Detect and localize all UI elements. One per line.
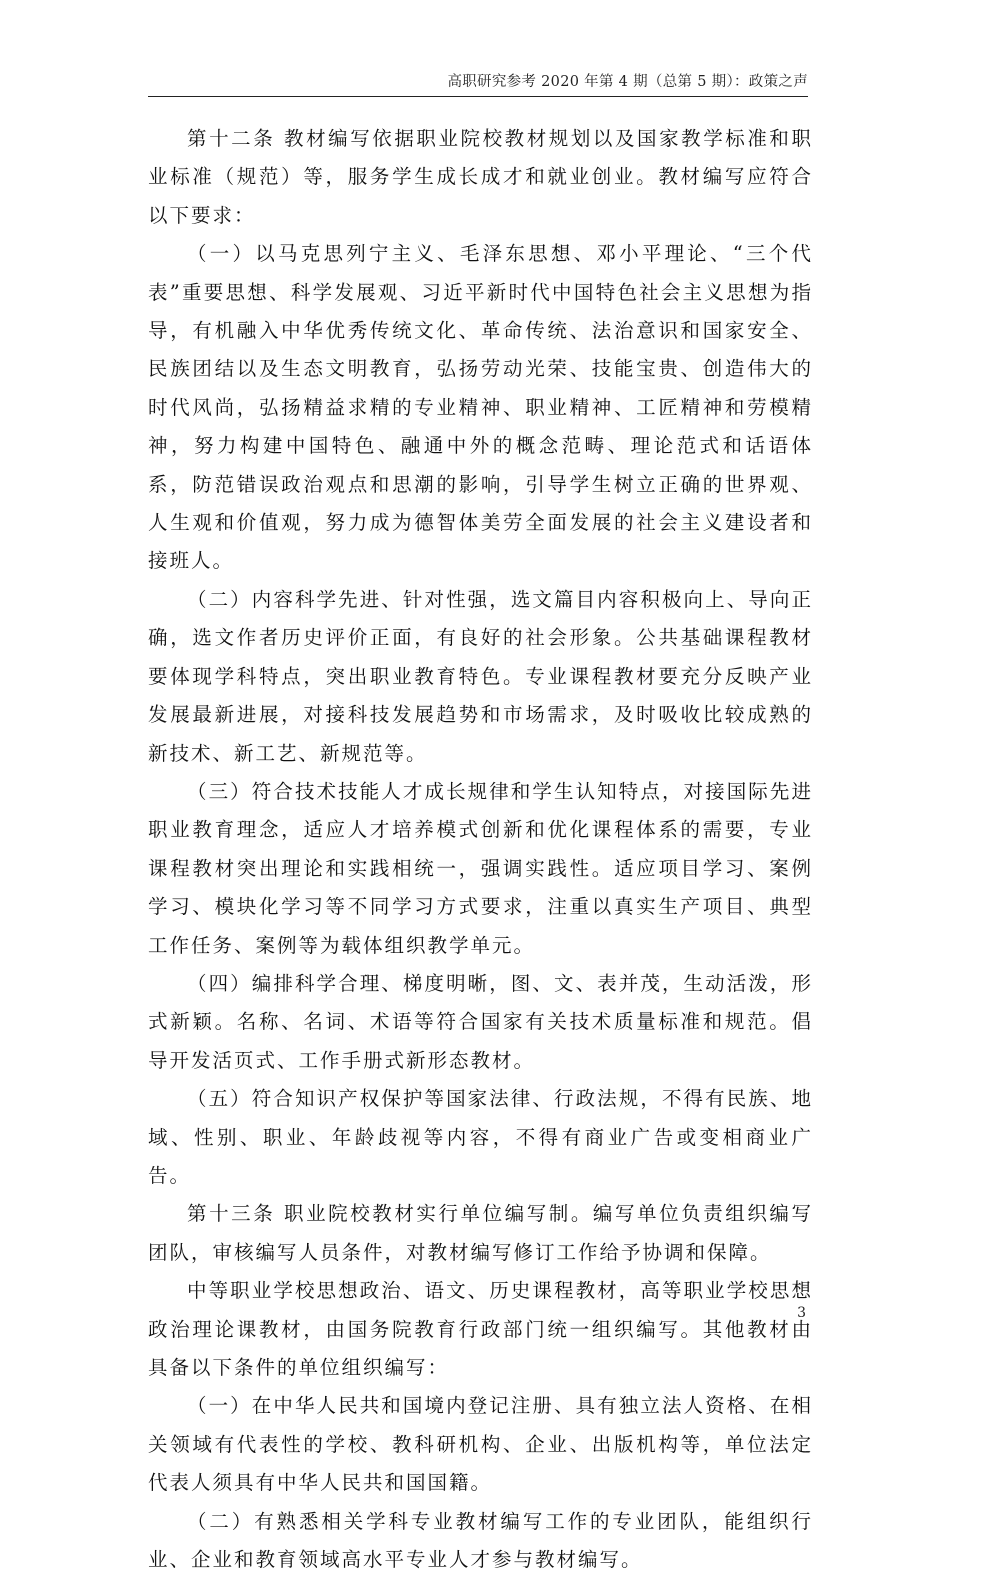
paragraph-article-12: 第十二条 教材编写依据职业院校教材规划以及国家教学标准和职业标准（规范）等，服务学生成长成才和就业创业。教材编写应符合以下要求： — [148, 127, 813, 227]
paragraph-item-2: （二）内容科学先进、针对性强，选文篇目内容积极向上、导向正确，选文作者历史评价正面，有良好的社会形象。公共基础课程教材要体现学科特点，突出职业教育特色。专业课程教材要充分反映产业发展最新进展，对接科技发展趋势和市场需求，及时吸收比较成熟的新技术、新工艺、新规范等。 — [148, 587, 813, 765]
paragraph-textbook-organization: 中等职业学校思想政治、语文、历史课程教材，高等职业学校思想政治理论课教材，由国务院教育行政部门统一组织编写。其他教材由具备以下条件的单位组织编写： — [148, 1279, 813, 1379]
paragraph-item-4: （四）编排科学合理、梯度明晰，图、文、表并茂，生动活泼，形式新颖。名称、名词、术语等符合国家有关技术质量标准和规范。倡导开发活页式、工作手册式新形态教材。 — [148, 971, 813, 1072]
paragraph-item-1: （一）以马克思列宁主义、毛泽东思想、邓小平理论、“三个代表”重要思想、科学发展观、习近平新时代中国特色社会主义思想为指导，有机融入中华优秀传统文化、革命传统、法治意识和国家安全、民族团结以及生态文明教育，弘扬劳动光荣、技能宝贵、创造伟大的时代风尚，弘扬精益求精的专业精神、职业精神、工匠精神和劳模精神，努力构建中国特色、融通中外的概念范畴、理论范式和话语体系，防范错误政治观点和思潮的影响，引导学生树立正确的世界观、人生观和价值观，努力成为德智体美劳全面发展的社会主义建设者和接班人。 — [148, 242, 813, 573]
paragraph-condition-1: （一）在中华人民共和国境内登记注册、具有独立法人资格、在相关领域有代表性的学校、教科研机构、企业、出版机构等，单位法定代表人须具有中华人民共和国国籍。 — [148, 1394, 813, 1495]
running-header — [148, 60, 808, 97]
page-number: 3 — [797, 1305, 806, 1321]
header-title: 高职研究参考 2020 年第 4 期（总第 5 期）：政策之声 — [447, 74, 808, 90]
paragraph-condition-2: （二）有熟悉相关学科专业教材编写工作的专业团队，能组织行业、企业和教育领域高水平专业人才参与教材编写。 — [148, 1509, 813, 1572]
paragraph-article-13: 第十三条 职业院校教材实行单位编写制。编写单位负责组织编写团队，审核编写人员条件，对教材编写修订工作给予协调和保障。 — [148, 1202, 813, 1264]
paragraph-item-3: （三）符合技术技能人才成长规律和学生认知特点，对接国际先进职业教育理念，适应人才培养模式创新和优化课程体系的需要，专业课程教材突出理论和实践相统一，强调实践性。适应项目学习、案例学习、模块化学习等不同学习方式要求，注重以真实生产项目、典型工作任务、案例等为载体组织教学单元。 — [148, 779, 813, 957]
paragraph-item-5: （五）符合知识产权保护等国家法律、行政法规，不得有民族、地域、性别、职业、年龄歧视等内容，不得有商业广告或变相商业广告。 — [148, 1087, 813, 1187]
document-body — [148, 120, 813, 1579]
